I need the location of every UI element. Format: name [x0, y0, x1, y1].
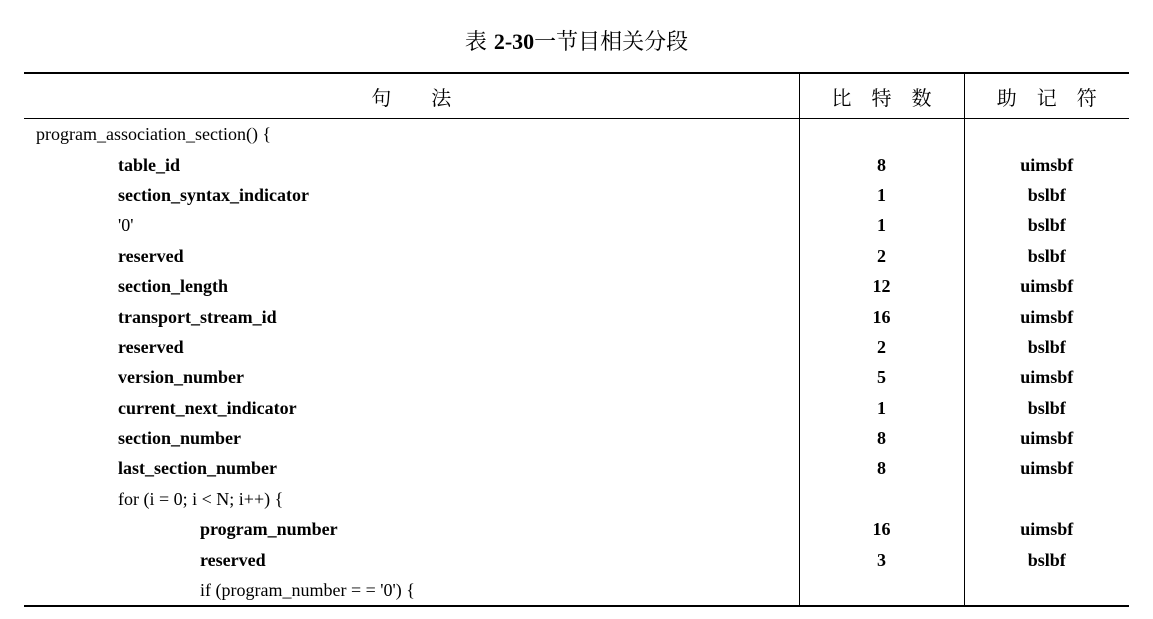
- mnemonic-cell: uimsbf: [964, 362, 1129, 392]
- syntax-cell: reserved: [118, 336, 184, 357]
- bits-cell: 1: [799, 180, 964, 210]
- mnemonic-cell: uimsbf: [964, 514, 1129, 544]
- syntax-cell: section_syntax_indicator: [118, 184, 309, 205]
- syntax-cell: transport_stream_id: [118, 306, 277, 327]
- bits-cell: 8: [799, 149, 964, 179]
- syntax-cell: if (program_number = = '0') {: [24, 575, 799, 606]
- syntax-cell: version_number: [118, 367, 244, 388]
- mnemonic-cell: [964, 575, 1129, 606]
- syntax-cell: reserved: [200, 549, 266, 570]
- mnemonic-cell: uimsbf: [964, 423, 1129, 453]
- table-row: [24, 453, 1129, 483]
- mnemonic-cell: bslbf: [964, 393, 1129, 423]
- header-row: [24, 73, 1129, 119]
- table-row: [24, 575, 1129, 606]
- table-row: [24, 149, 1129, 179]
- syntax-cell: reserved: [118, 245, 184, 266]
- mnemonic-cell: bslbf: [964, 180, 1129, 210]
- table-row: [24, 119, 1129, 150]
- syntax-cell: for (i = 0; i < N; i++) {: [118, 488, 284, 509]
- syntax-cell: section_length: [118, 276, 228, 297]
- bits-cell: 2: [799, 241, 964, 271]
- mnemonic-cell: uimsbf: [964, 149, 1129, 179]
- syntax-cell: program_number: [200, 519, 338, 540]
- table-row: [24, 241, 1129, 271]
- caption-title: 一节目相关分段: [534, 30, 689, 55]
- table-row: [24, 393, 1129, 423]
- table-caption: [0, 28, 1153, 57]
- bits-cell: [799, 484, 964, 514]
- table-row: [24, 514, 1129, 544]
- table-row: [24, 362, 1129, 392]
- bits-cell: 16: [799, 514, 964, 544]
- table-row: [24, 332, 1129, 362]
- table-row: [24, 180, 1129, 210]
- mnemonic-cell: bslbf: [964, 241, 1129, 271]
- mnemonic-cell: uimsbf: [964, 453, 1129, 483]
- mnemonic-cell: uimsbf: [964, 271, 1129, 301]
- bits-cell: 12: [799, 271, 964, 301]
- table-row: [24, 544, 1129, 574]
- bits-cell: [799, 575, 964, 606]
- bits-cell: 8: [799, 453, 964, 483]
- bits-cell: [799, 119, 964, 150]
- table-row: [24, 484, 1129, 514]
- bits-cell: 2: [799, 332, 964, 362]
- bits-cell: 1: [799, 393, 964, 423]
- syntax-cell: table_id: [118, 154, 181, 175]
- syntax-cell: current_next_indicator: [118, 397, 297, 418]
- bits-cell: 16: [799, 301, 964, 331]
- syntax-cell: last_section_number: [118, 458, 277, 479]
- caption-number: 2-30: [493, 29, 535, 54]
- bits-cell: 5: [799, 362, 964, 392]
- mnemonic-cell: [964, 119, 1129, 150]
- table-row: [24, 423, 1129, 453]
- table-row: [24, 210, 1129, 240]
- bits-cell: 1: [799, 210, 964, 240]
- table-row: [24, 301, 1129, 331]
- syntax-cell: section_number: [118, 428, 241, 449]
- bits-cell: 3: [799, 544, 964, 574]
- mnemonic-cell: bslbf: [964, 332, 1129, 362]
- syntax-cell: '0': [118, 215, 134, 236]
- mnemonic-cell: uimsbf: [964, 301, 1129, 331]
- syntax-table: [24, 72, 1129, 607]
- header-syntax: 句 法: [24, 73, 799, 119]
- syntax-cell: program_association_section() {: [36, 124, 272, 145]
- mnemonic-cell: bslbf: [964, 544, 1129, 574]
- table-row: [24, 271, 1129, 301]
- caption-prefix: 表: [464, 30, 494, 55]
- header-bits: 比 特 数: [799, 73, 964, 119]
- mnemonic-cell: bslbf: [964, 210, 1129, 240]
- bits-cell: 8: [799, 423, 964, 453]
- mnemonic-cell: [964, 484, 1129, 514]
- header-mnemonic: 助 记 符: [964, 73, 1129, 119]
